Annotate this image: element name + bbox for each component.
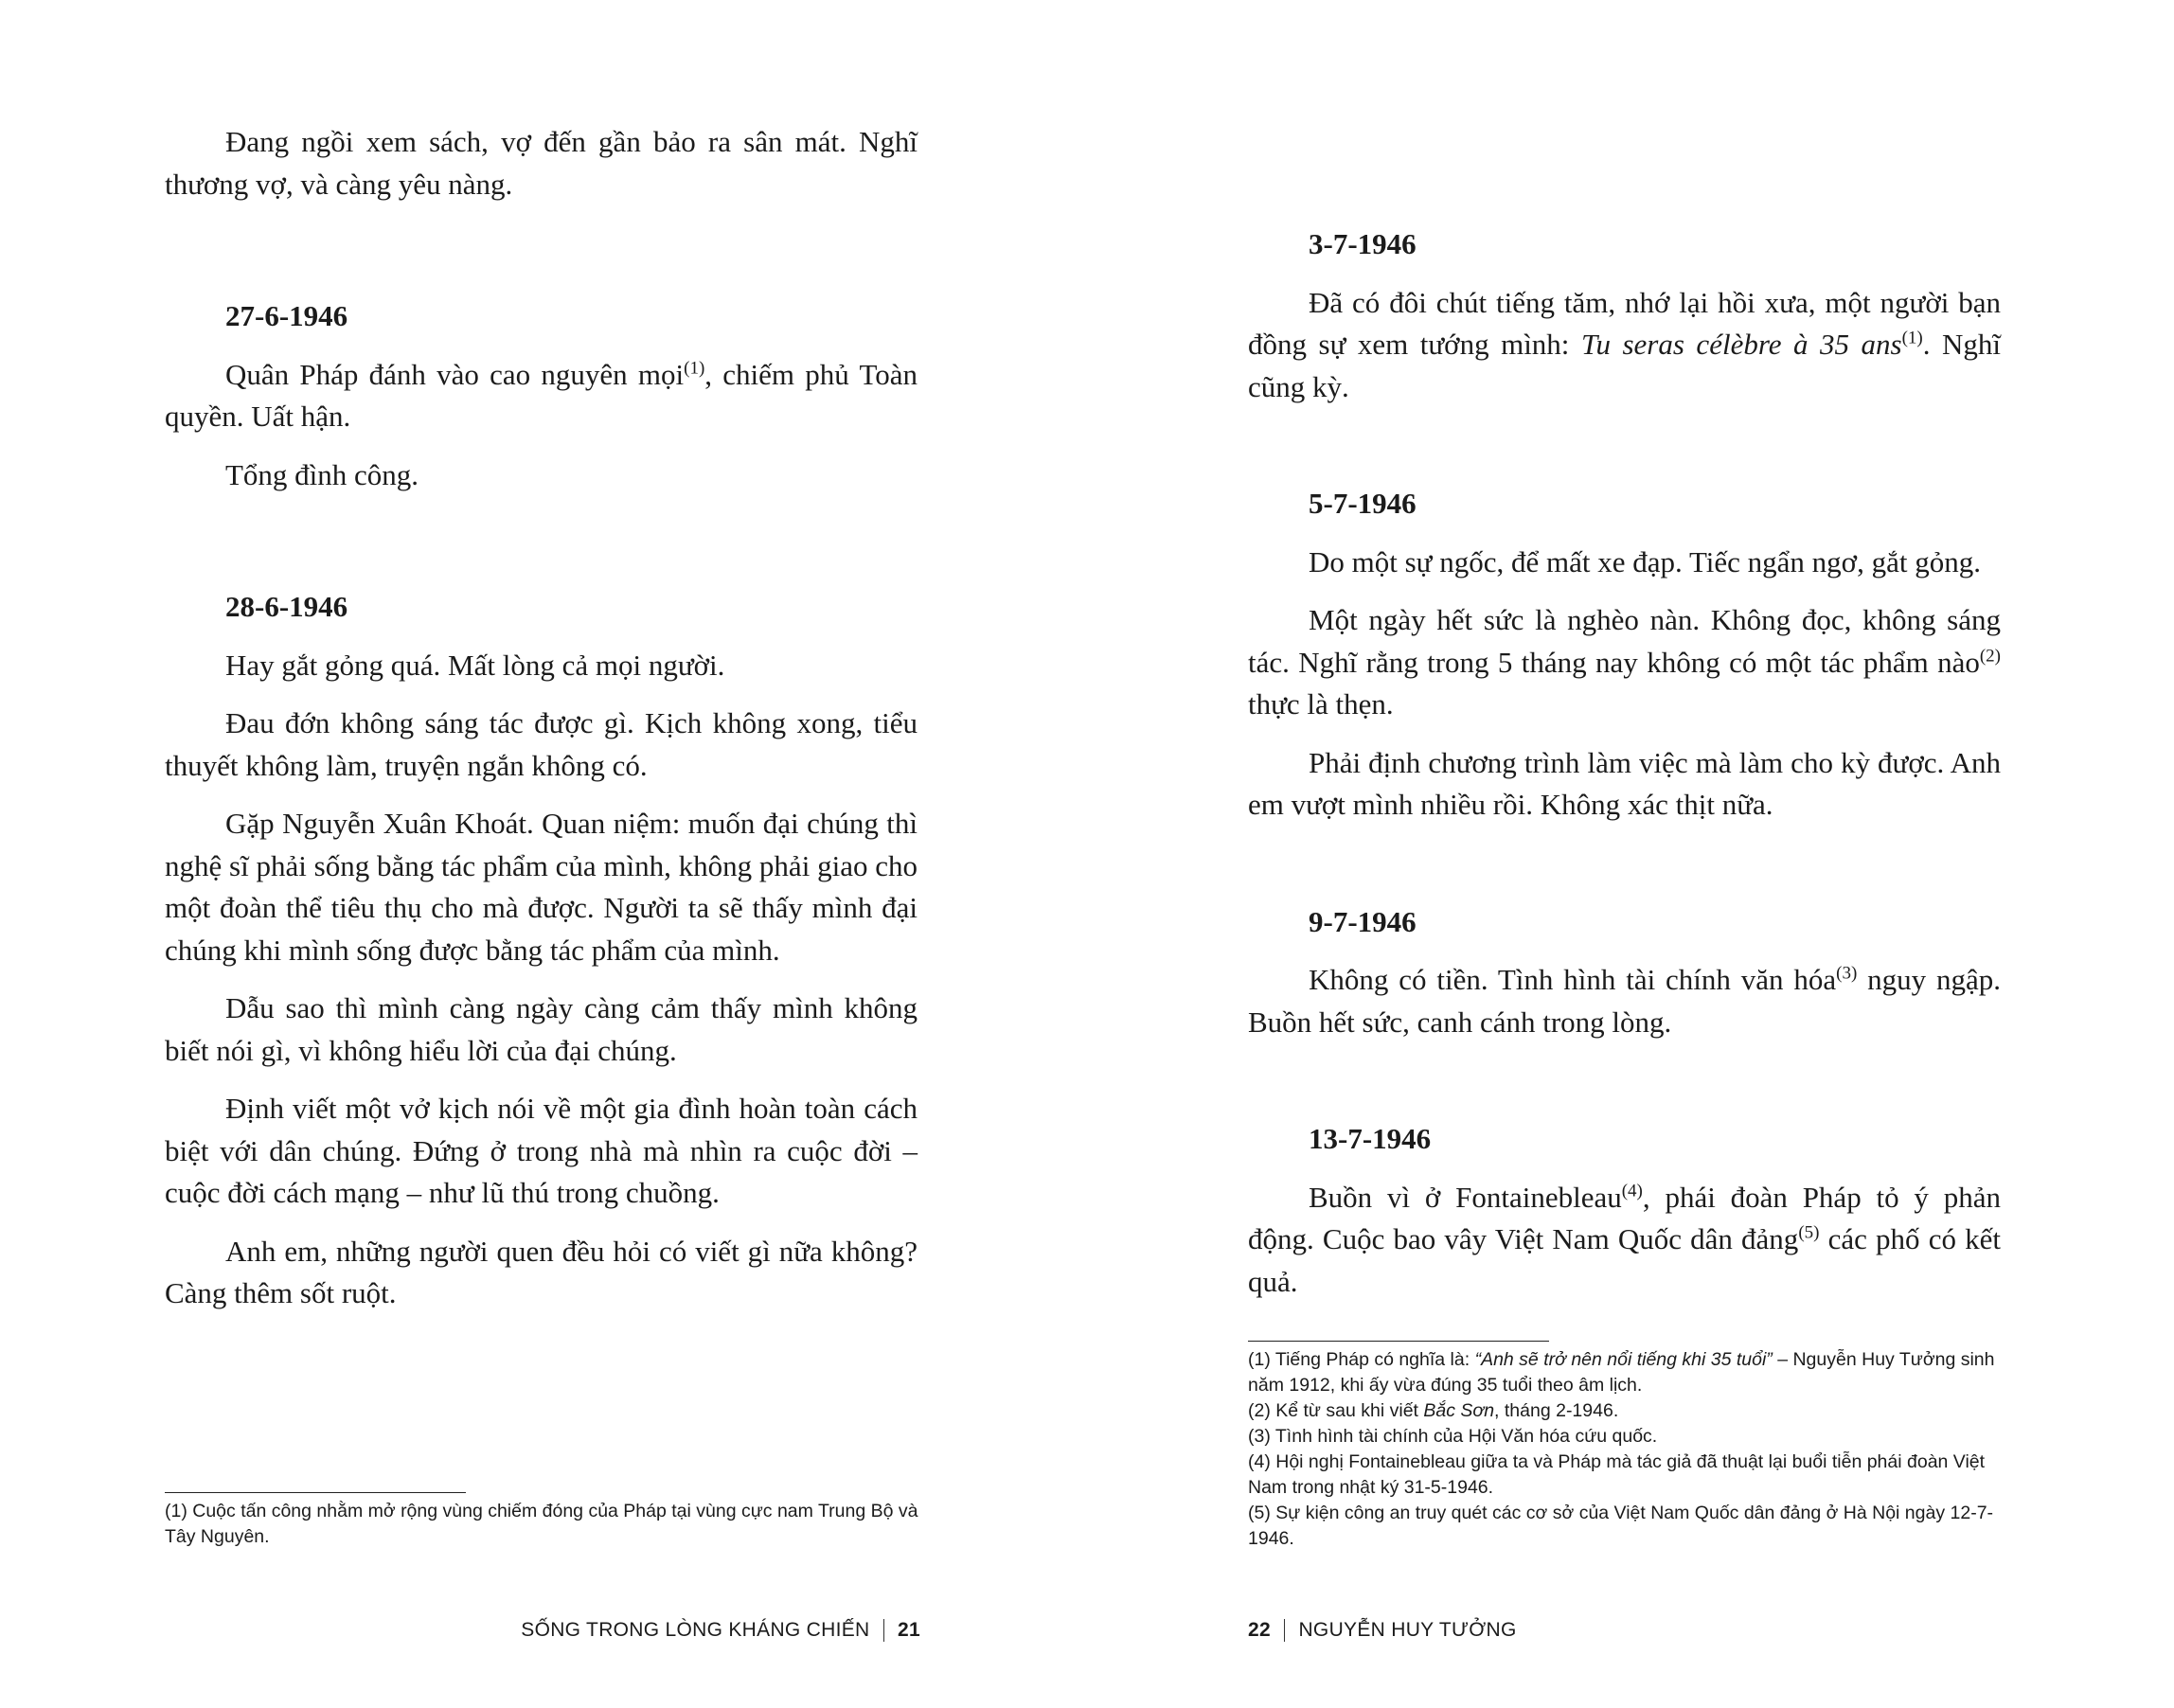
- footnotes: [165, 1499, 922, 1550]
- paragraph: Đau đớn không sáng tác được gì. Kịch không xong, tiểu thuyết không làm, truyện ngắn không có.: [165, 706, 918, 782]
- footnote-ref: (5): [1798, 1222, 1820, 1243]
- running-title: NGUYỄN HUY TƯỞNG: [1298, 1619, 1517, 1641]
- entry-date: 5-7-1946: [1309, 487, 1417, 520]
- paragraph: Phải định chương trình làm việc mà làm cho kỳ được. Anh em vượt mình nhiều rồi. Không xác thịt nữa.: [1248, 745, 2001, 821]
- paragraph: Hay gắt gỏng quá. Mất lòng cả mọi người.: [225, 648, 725, 682]
- folio-divider: [883, 1619, 885, 1642]
- entry-date: 13-7-1946: [1309, 1122, 1432, 1155]
- footnote-divider: [165, 1492, 466, 1493]
- page-number: 21: [898, 1619, 920, 1641]
- running-title: SỐNG TRONG LÒNG KHÁNG CHIẾN: [521, 1619, 870, 1641]
- footnote-ref: (2): [1979, 646, 2001, 667]
- paragraph: Dẫu sao thì mình càng ngày càng cảm thấy mình không biết nói gì, vì không hiểu lời của đại chúng.: [165, 991, 918, 1067]
- footnote-divider: [1248, 1341, 1549, 1342]
- footnote: (4) Hội nghị Fontainebleau giữa ta và Pháp mà tác giả đã thuật lại buổi tiễn phái đoàn Việt Nam trong nhật ký 31-5-1946.: [1248, 1451, 1986, 1498]
- footnote: (1) Tiếng Pháp có nghĩa là: “Anh sẽ trở nên nổi tiếng khi 35 tuổi” – Nguyễn Huy Tưởng sinh năm 1912, khi ấy vừa đúng 35 tuổi theo âm lịch.: [1248, 1349, 1995, 1396]
- entry-date: 28-6-1946: [225, 590, 348, 623]
- footnotes: [1248, 1347, 2005, 1552]
- footnote-ref: (1): [1901, 328, 1923, 348]
- footnote: (2) Kể từ sau khi viết Bắc Sơn, tháng 2-1946.: [1248, 1400, 1619, 1421]
- left-page-body: [165, 121, 918, 1331]
- paragraph: Gặp Nguyễn Xuân Khoát. Quan niệm: muốn đại chúng thì nghệ sĩ phải sống bằng tác phẩm của mình, không phải giao cho một đoàn thể tiêu thụ cho mà được. Người ta sẽ thấy mình đại chúng khi mình sống được bằng tác phẩm của mình.: [165, 807, 918, 967]
- right-page: [1087, 0, 2174, 1708]
- entry-date: 9-7-1946: [1309, 904, 1417, 938]
- paragraph: Đang ngồi xem sách, vợ đến gần bảo ra sân mát. Nghĩ thương vợ, và càng yêu nàng.: [165, 125, 918, 201]
- right-page-body: [1248, 223, 2001, 1319]
- footnote-ref: (4): [1621, 1181, 1643, 1201]
- paragraph: Không có tiền. Tình hình tài chính văn hóa$^{(3)}$ nguy ngập. Buồn hết sức, canh cánh trong lòng.: [1248, 963, 2001, 1039]
- paragraph: Tổng đình công.: [225, 457, 419, 491]
- running-footer: [1248, 1619, 1517, 1642]
- paragraph: Một ngày hết sức là nghèo nàn. Không đọc, không sáng tác. Nghĩ rằng trong 5 tháng nay không có một tác phẩm nào$^{(2)}$ thực là thẹn.: [1248, 603, 2001, 721]
- paragraph: Quân Pháp đánh vào cao nguyên mọi$^{(1)}$, chiếm phủ Toàn quyền. Uất hận.: [165, 357, 918, 433]
- entry-date: 3-7-1946: [1309, 227, 1417, 260]
- entry-date: 27-6-1946: [225, 299, 348, 332]
- footnote: (1) Cuộc tấn công nhằm mở rộng vùng chiếm đóng của Pháp tại vùng cực nam Trung Bộ và Tây Nguyên.: [165, 1501, 918, 1547]
- footnote-ref: (1): [684, 358, 705, 379]
- footnote: (3) Tình hình tài chính của Hội Văn hóa cứu quốc.: [1248, 1426, 1658, 1447]
- paragraph: Do một sự ngốc, để mất xe đạp. Tiếc ngẩn ngơ, gắt gỏng.: [1309, 544, 1981, 578]
- paragraph: Đã có đôi chút tiếng tăm, nhớ lại hồi xưa, một người bạn đồng sự xem tướng mình: Tu seras célèbre à 35 ans$^{(1)}$. Nghĩ cũng kỳ.: [1248, 285, 2002, 403]
- paragraph: Buồn vì ở Fontainebleau$^{(4)}$, phái đoàn Pháp tỏ ý phản động. Cuộc bao vây Việt Nam Quốc dân đảng$^{(5)}$ các phố có kết quả.: [1248, 1180, 2001, 1298]
- french-quote: Tu seras célèbre à 35 ans: [1580, 328, 1902, 361]
- folio-divider: [1284, 1619, 1286, 1642]
- footnote: (5) Sự kiện công an truy quét các cơ sở của Việt Nam Quốc dân đảng ở Hà Nội ngày 12-7-1946.: [1248, 1503, 1994, 1549]
- paragraph: Định viết một vở kịch nói về một gia đình hoàn toàn cách biệt với dân chúng. Đứng ở trong nhà mà nhìn ra cuộc đời – cuộc đời cách mạng – như lũ thú trong chuồng.: [165, 1092, 918, 1209]
- paragraph: Anh em, những người quen đều hỏi có viết gì nữa không? Càng thêm sốt ruột.: [165, 1234, 918, 1309]
- page-number: 22: [1248, 1619, 1271, 1641]
- running-footer: [521, 1619, 920, 1642]
- footnote-ref: (3): [1836, 963, 1858, 984]
